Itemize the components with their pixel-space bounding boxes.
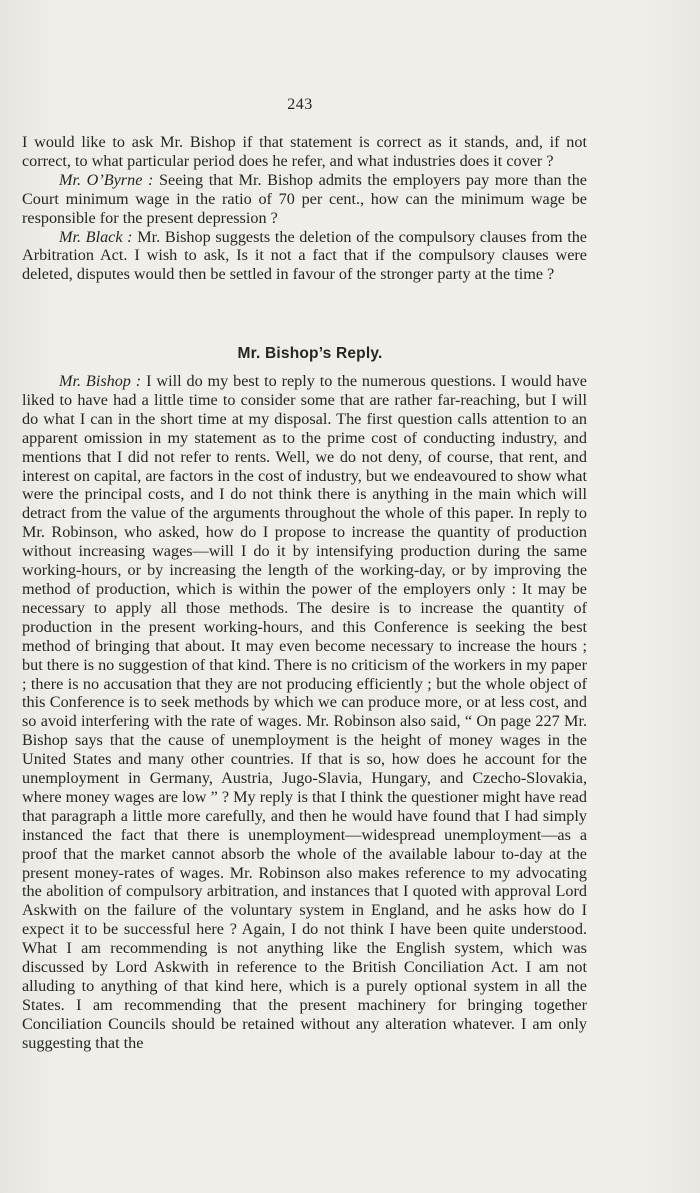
section-heading: Mr. Bishop’s Reply. bbox=[237, 345, 383, 362]
question-paragraph-black bbox=[22, 228, 587, 285]
question-text: Seeing that Mr. Bishop admits the employers pay more than the Court minimum wage in the ratio of 70 per cent., how can the minimum wage be responsible for the present depression ? bbox=[22, 170, 587, 227]
speaker-name: Mr. Bishop : bbox=[59, 372, 142, 390]
questions-section bbox=[22, 133, 587, 284]
intro-paragraph: I would like to ask Mr. Bishop if that statement is correct as it stands, and, if not correct, to what particular period does he refer, and what industries does it cover ? bbox=[22, 133, 587, 170]
speaker-name: Mr. Black : bbox=[59, 227, 133, 246]
question-paragraph-obyrne bbox=[22, 171, 587, 228]
reply-text: I will do my best to reply to the numerous questions. I would have liked to have had a little time to consider some that are rather far-reaching, but I will do what I can in the short time at my disposal. The first question calls attention to an apparent omission in my statement as to the prime cost of conducting industry, and mentions that I did not refer to rents. Well, we do not deny, of course, that rent, and interest on capital, are factors in the cost of industry, but we endeavoured to show what were the principal costs, and I do not think there is anything in the main which will detract from the value of the arguments throughout the whole of this paper. In reply to Mr. Robinson, who asked, how do I propose to increase the quantity of production without increasing wages—will I do it by intensifying production during the same working-hours, or by increasing the length of the working-day, or by improving the method of production, which is within the power of the employers only : It may be necessary to apply all those methods. The desire is to increase the quantity of production in the present working-hours, and this Conference is seeking the best method of bringing that about. It may even become necessary to increase the hours ; but there is no suggestion of that kind. There is no criticism of the workers in my paper ; there is no accusation that they are not producing efficiently ; but the whole object of this Conference is to seek methods by which we can produce more, or at less cost, and so avoid interfering with the rate of wages. Mr. Robinson also said, “ On page 227 Mr. Bishop says that the cause of unemployment is the height of money wages in the United States and many other countries. If that is so, how does he account for the unemployment in Germany, Austria, Jugo-Slavia, Hungary, and Czecho-Slovakia, where money wages are low ” ? My reply is that I think the questioner might have read that paragraph a little more carefully, and then he would have found that I had simply instanced the fact that there is unemployment—widespread unemployment—as a proof that the market cannot absorb the whole of the available labour to-day at the present money-rates of wages. Mr. Robinson also makes reference to my advocating the abolition of compulsory arbitration, and instances that I quoted with approval Lord Askwith on the failure of the voluntary system in England, and he asks how do I expect it to be successful here ? Again, I do not think I have been quite understood. What I am recommending is not anything like the English system, which was discussed by Lord Askwith in reference to the British Conciliation Act. I am not alluding to anything of that kind here, which is a purely optional system in all the States. I am recommending that the present machinery for bringing together Conciliation Councils should be retained without any alteration whatever. I am only suggesting that the bbox=[22, 372, 587, 1052]
reply-section bbox=[22, 372, 587, 1053]
speaker-name: Mr. O’Byrne : bbox=[59, 170, 154, 189]
question-text: Mr. Bishop suggests the deletion of the compulsory clauses from the Arbitration Act. I wish to ask, Is it not a fact that if the compulsory clauses were deleted, disputes would then be settled in favour of the stronger party at the time ? bbox=[22, 227, 587, 284]
page-number: 243 bbox=[287, 96, 313, 113]
reply-paragraph bbox=[22, 372, 587, 1053]
